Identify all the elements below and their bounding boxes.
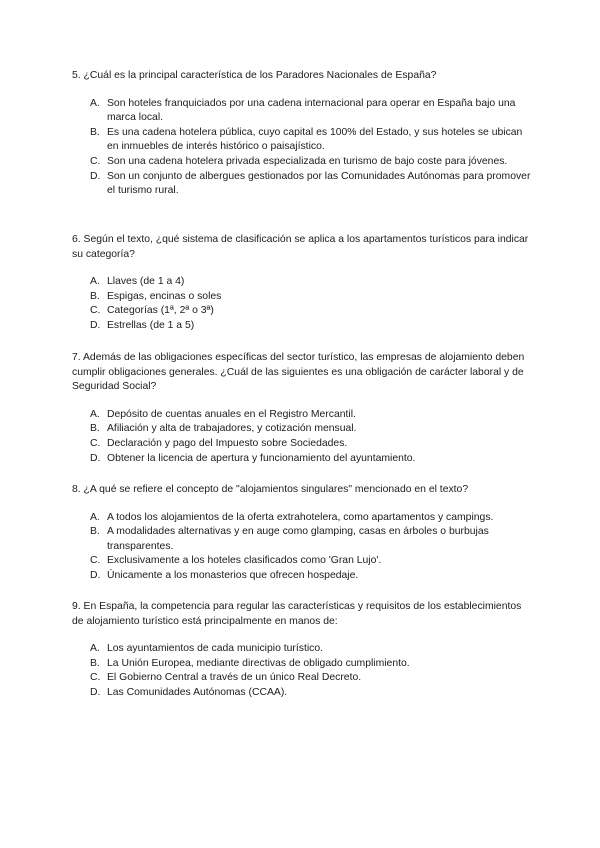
- option-letter: B.: [90, 126, 100, 138]
- option-d: [72, 569, 532, 584]
- option-c: [72, 554, 532, 569]
- option-text: Declaración y pago del Impuesto sobre Sociedades.: [107, 437, 348, 449]
- option-letter: C.: [90, 305, 101, 317]
- option-letter: B.: [90, 290, 100, 302]
- option-b: [72, 422, 532, 437]
- question-text: 9. En España, la competencia para regular las características y requisitos de los establecimientos de alojamiento turístico está principalmente en manos de:: [72, 601, 522, 627]
- option-list: [72, 642, 532, 700]
- option-b: [72, 525, 532, 554]
- option-letter: B.: [90, 657, 100, 669]
- option-letter: A.: [90, 408, 100, 420]
- option-letter: C.: [90, 155, 101, 167]
- option-letter: A.: [90, 276, 100, 288]
- option-text: Llaves (de 1 a 4): [107, 276, 185, 288]
- question-text: 8. ¿A qué se refiere el concepto de "alojamientos singulares" mencionado en el texto?: [72, 484, 469, 495]
- option-text: Son un conjunto de albergues gestionados por las Comunidades Autónomas para promover el turismo rural.: [107, 170, 531, 197]
- option-text: Obtener la licencia de apertura y funcionamiento del ayuntamiento.: [107, 452, 416, 464]
- option-letter: A.: [90, 643, 100, 655]
- option-text: A todos los alojamientos de la oferta extrahotelera, como apartamentos y campings.: [107, 511, 494, 523]
- question-5: [72, 69, 532, 199]
- option-a: [72, 97, 532, 126]
- option-text: Los ayuntamientos de cada municipio turístico.: [107, 643, 324, 655]
- question-text: 5. ¿Cuál es la principal característica de los Paradores Nacionales de España?: [72, 70, 437, 81]
- option-text: La Unión Europea, mediante directivas de obligado cumplimiento.: [107, 657, 410, 669]
- option-c: [72, 304, 532, 319]
- option-b: [72, 657, 532, 672]
- question-7: [72, 351, 532, 466]
- option-text: Espigas, encinas o soles: [107, 290, 222, 302]
- option-letter: C.: [90, 437, 101, 449]
- option-letter: B.: [90, 423, 100, 435]
- option-d: [72, 170, 532, 199]
- option-letter: D.: [90, 686, 101, 698]
- option-text: Las Comunidades Autónomas (CCAA).: [107, 686, 288, 698]
- option-d: [72, 452, 532, 467]
- option-text: Exclusivamente a los hoteles clasificados como 'Gran Lujo'.: [107, 555, 382, 567]
- option-letter: A.: [90, 97, 100, 109]
- option-c: [72, 671, 532, 686]
- option-a: [72, 408, 532, 423]
- option-letter: C.: [90, 672, 101, 684]
- option-text: Únicamente a los monasterios que ofrecen hospedaje.: [107, 569, 359, 581]
- option-letter: D.: [90, 170, 101, 182]
- option-list: [72, 511, 532, 584]
- option-text: Es una cadena hotelera pública, cuyo capital es 100% del Estado, y sus hoteles se ubican en inmuebles de interés histórico o paisajístico.: [107, 126, 523, 153]
- option-text: Estrellas (de 1 a 5): [107, 319, 195, 331]
- option-list: [72, 275, 532, 333]
- option-b: [72, 126, 532, 155]
- option-letter: D.: [90, 452, 101, 464]
- question-text: 7. Además de las obligaciones específicas del sector turístico, las empresas de alojamiento deben cumplir obligaciones generales. ¿Cuál de las siguientes es una obligación de carácter laboral y de Seguridad Social?: [72, 352, 525, 393]
- option-text: Son hoteles franquiciados por una cadena internacional para operar en España bajo una marca local.: [107, 97, 516, 124]
- question-6: [72, 233, 532, 334]
- option-letter: D.: [90, 319, 101, 331]
- question-9: [72, 600, 532, 701]
- option-a: [72, 511, 532, 526]
- option-text: Depósito de cuentas anuales en el Registro Mercantil.: [107, 408, 356, 420]
- question-text: 6. Según el texto, ¿qué sistema de clasificación se aplica a los apartamentos turísticos para indicar su categoría?: [72, 234, 529, 260]
- option-text: A modalidades alternativas y en auge como glamping, casas en árboles o burbujas transparentes.: [107, 526, 489, 552]
- option-d: [72, 686, 532, 701]
- option-letter: D.: [90, 569, 101, 581]
- option-d: [72, 319, 532, 334]
- option-text: Categorías (1ª, 2ª o 3ª): [107, 305, 214, 317]
- question-8: [72, 483, 532, 584]
- option-list: [72, 408, 532, 466]
- option-list: [72, 97, 532, 199]
- option-text: Son una cadena hotelera privada especializada en turismo de bajo coste para jóvenes.: [107, 155, 508, 167]
- option-letter: B.: [90, 526, 100, 538]
- option-b: [72, 290, 532, 305]
- option-a: [72, 642, 532, 657]
- option-c: [72, 155, 532, 170]
- option-letter: C.: [90, 555, 101, 567]
- option-c: [72, 437, 532, 452]
- option-text: Afiliación y alta de trabajadores, y cotización mensual.: [107, 423, 357, 435]
- option-text: El Gobierno Central a través de un único Real Decreto.: [107, 672, 362, 684]
- option-letter: A.: [90, 511, 100, 523]
- option-a: [72, 275, 532, 290]
